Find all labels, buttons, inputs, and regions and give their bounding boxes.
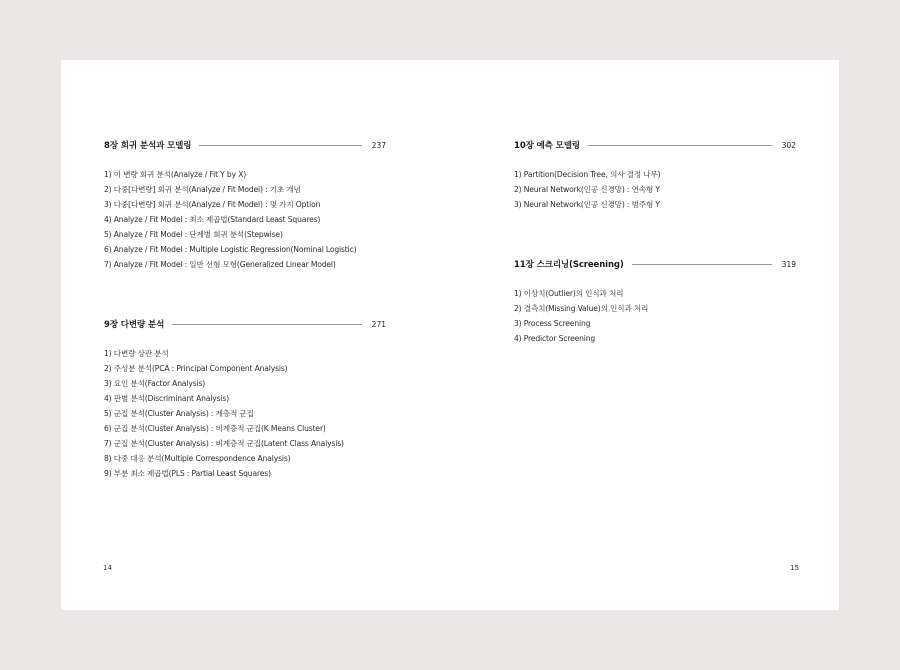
leader-rule: [632, 264, 772, 265]
page-number-right: 15: [790, 564, 799, 572]
leader-rule: [172, 324, 361, 325]
list-item: 3) Neural Network(인공 신경망) : 범주형 Y: [514, 200, 660, 209]
list-item: 6) Analyze / Fit Model : Multiple Logistic Regression(Nominal Logistic): [104, 245, 357, 254]
list-item: 1) Partition(Decision Tree, 의사 결정 나무): [514, 170, 661, 179]
list-item: 8) 다중 대응 분석(Multiple Correspondence Analysis): [104, 454, 291, 463]
list-item: 2) 결측치(Missing Value)의 인식과 처리: [514, 304, 649, 313]
chapter-page-number: 302: [781, 140, 796, 150]
chapter-item-list: [104, 167, 386, 272]
list-item: 4) Analyze / Fit Model : 최소 제곱법(Standard Least Squares): [104, 215, 321, 224]
list-item: 7) 군집 분석(Cluster Analysis) : 비계층적 군집(Latent Class Analysis): [104, 439, 344, 448]
chapter-item-list: [104, 346, 386, 481]
chapter-11: [514, 257, 796, 346]
list-item: 1) 다변량 상관 분석: [104, 349, 169, 358]
list-item: 3) Process Screening: [514, 319, 591, 328]
chapter-title: 9장 다변량 분석: [104, 320, 165, 330]
list-item: 5) Analyze / Fit Model : 단계별 회귀 분석(Stepwise): [104, 230, 283, 239]
leader-rule: [588, 145, 772, 146]
page-number-left: 14: [103, 564, 112, 572]
chapter-10: [514, 138, 796, 212]
chapter-heading: [104, 138, 386, 152]
list-item: 9) 부분 최소 제곱법(PLS : Partial Least Squares): [104, 469, 271, 478]
chapter-9: [104, 317, 386, 481]
list-item: 3) 다중[다변량] 회귀 분석(Analyze / Fit Model) : 몇 가지 Option: [104, 200, 321, 209]
chapter-page-number: 271: [371, 319, 386, 329]
chapter-heading: [104, 317, 386, 331]
chapter-title: 11장 스크리닝(Screening): [514, 260, 624, 270]
list-item: 7) Analyze / Fit Model : 일반 선형 모형(Generalized Linear Model): [104, 260, 336, 269]
chapter-heading: [514, 257, 796, 271]
chapter-page-number: 237: [371, 140, 386, 150]
list-item: 2) 주성분 분석(PCA : Principal Component Analysis): [104, 364, 288, 373]
list-item: 3) 요인 분석(Factor Analysis): [104, 379, 206, 388]
list-item: 2) 다중[다변량] 회귀 분석(Analyze / Fit Model) : 기초 개념: [104, 185, 301, 194]
chapter-title: 8장 회귀 분석과 모델링: [104, 141, 192, 151]
list-item: 6) 군집 분석(Cluster Analysis) : 비계층적 군집(K Means Cluster): [104, 424, 326, 433]
chapter-page-number: 319: [781, 259, 796, 269]
chapter-heading: [514, 138, 796, 152]
list-item: 1) 이 변량 회귀 분석(Analyze / Fit Y by X): [104, 170, 247, 179]
chapter-title: 10장 예측 모델링: [514, 141, 581, 151]
list-item: 5) 군집 분석(Cluster Analysis) : 계층적 군집: [104, 409, 254, 418]
chapter-8: [104, 138, 386, 272]
chapter-item-list: [514, 286, 796, 346]
list-item: 2) Neural Network(인공 신경망) : 연속형 Y: [514, 185, 660, 194]
chapter-item-list: [514, 167, 796, 212]
list-item: 1) 이상치(Outlier)의 인식과 처리: [514, 289, 624, 298]
leader-rule: [199, 145, 361, 146]
book-spread: [61, 60, 839, 610]
list-item: 4) 판별 분석(Discriminant Analysis): [104, 394, 230, 403]
list-item: 4) Predictor Screening: [514, 334, 596, 343]
